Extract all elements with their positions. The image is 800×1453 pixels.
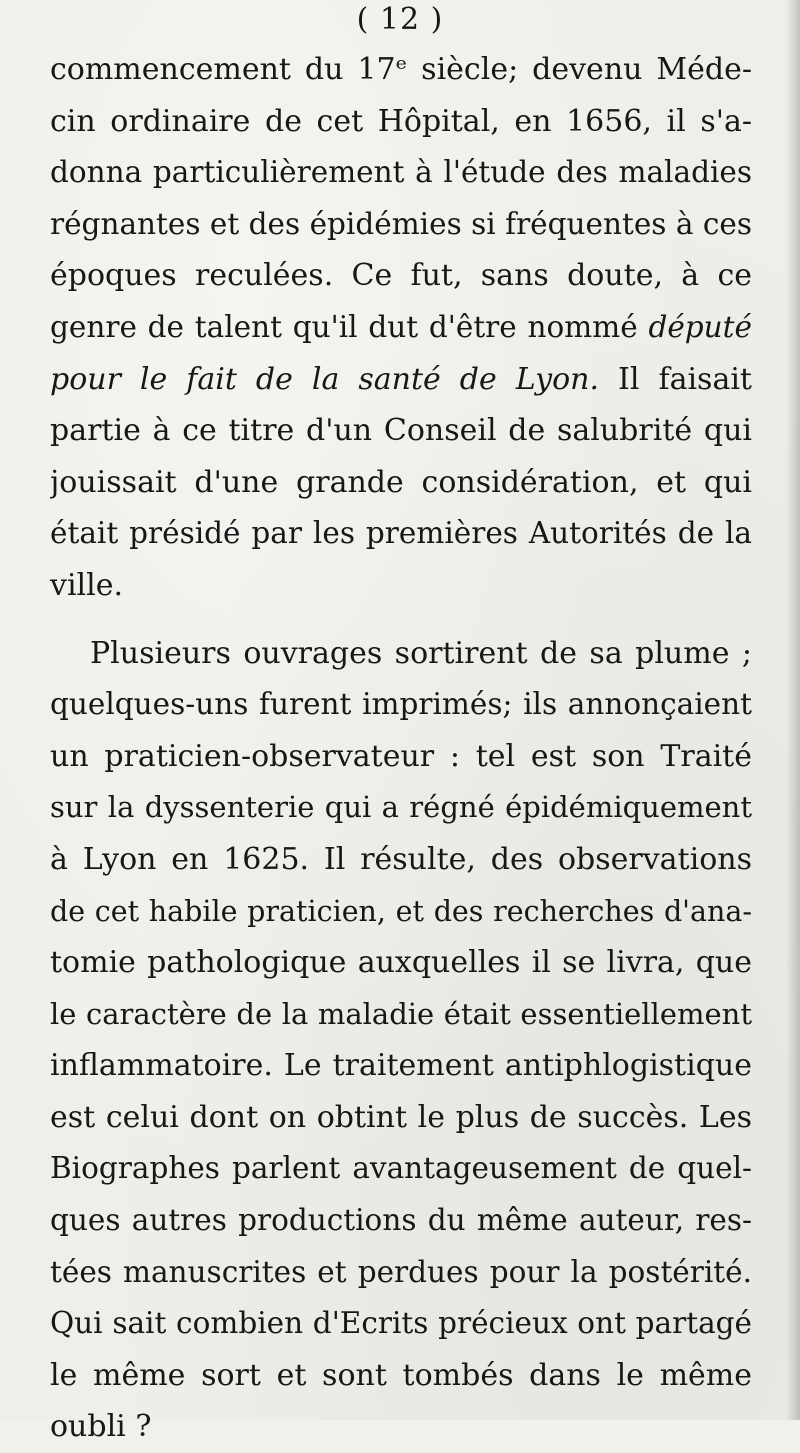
paragraph-1 [50,44,752,612]
text-line [50,302,752,354]
text-line: Plusieurs ouvrages sortirent de sa plume ; [90,635,752,671]
page-edge-shadow [786,0,800,1420]
text-line: donna particulièrement à l'étude des maladies [50,155,752,190]
text-line: oubli ? [50,1409,152,1445]
text-line: ques autres productions du même auteur, res- [50,1203,752,1238]
paragraph-2 [50,628,752,1453]
text-line: était présidé par les premières Autorités de la [50,516,752,551]
italic-text-segment: député [648,309,752,344]
text-line: commencement du 17ᵉ siècle; devenu Méde- [50,52,752,87]
text-line: jouissait d'une grande considération, et qui [50,464,752,500]
text-line: le caractère de la maladie était essentiellement [50,996,752,1031]
page-number: ( 12 ) [356,2,444,37]
text-line: Biographes parlent avantageusement de quel- [50,1151,752,1186]
body-text [50,44,752,1453]
text-line: cin ordinaire de cet Hôpital, en 1656, il s'a- [50,103,752,139]
text-line: Qui sait combien d'Ecrits précieux ont partagé [50,1306,752,1341]
text-line [50,354,752,406]
text-line: un praticien-observateur : tel est son Traité [50,738,752,774]
text-line: époques reculées. Ce fut, sans doute, à ce [50,258,752,294]
text-line: tées manuscrites et perdues pour la postérité. [50,1254,752,1289]
text-line: régnantes et des épidémies si fréquentes à ces [50,206,752,241]
text-line: sur la dyssenterie qui a régné épidémiquement [50,790,752,825]
text-line: à Lyon en 1625. Il résulte, des observations [50,841,752,877]
text-line: ville. [50,567,124,603]
italic-text-segment: pour le fait de la santé de Lyon. [50,361,600,397]
text-line: partie à ce titre d'un Conseil de salubrité qui [50,413,752,449]
text-line: inflammatoire. Le traitement antiphlogistique [50,1048,752,1084]
text-segment: Il faisait [599,361,752,397]
text-line: est celui dont on obtint le plus de succès. Les [50,1099,752,1135]
text-line: le même sort et sont tombés dans le même [50,1357,752,1393]
text-segment: genre de talent qu'il dut d'être nommé [50,309,649,344]
text-line: de cet habile praticien, et des recherches d'ana- [50,894,752,928]
text-line: tomie pathologique auxquelles il se livra, que [50,945,752,981]
text-line: quelques-uns furent imprimés; ils annonçaient [50,687,752,722]
paragraph-gap [50,612,752,628]
